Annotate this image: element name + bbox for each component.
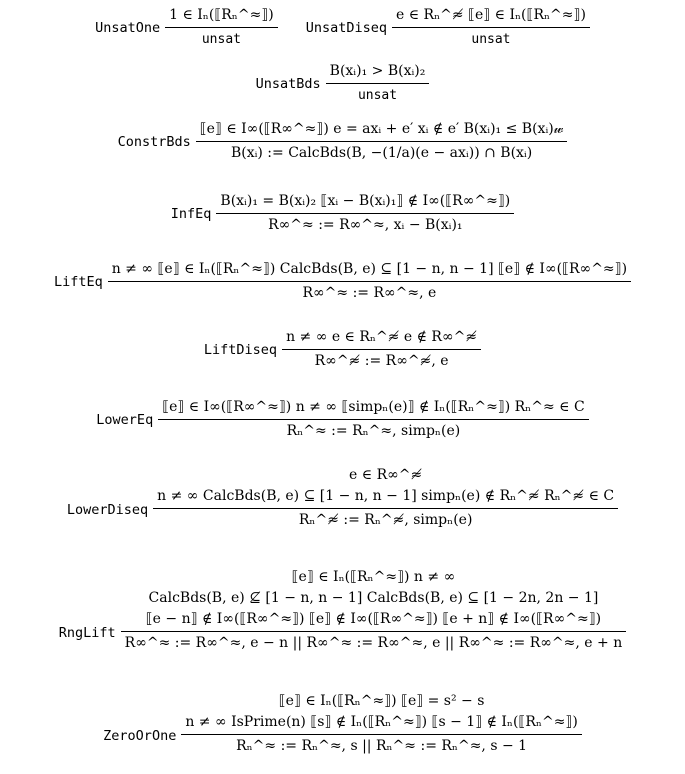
conclusion: Rₙ^≈ := Rₙ^≈, simpₙ(e) xyxy=(158,419,588,441)
inference-fraction xyxy=(121,568,627,653)
inference-fraction xyxy=(392,6,590,49)
conclusion: Rₙ^≈ := Rₙ^≈, s || Rₙ^≈ := Rₙ^≈, s − 1 xyxy=(181,734,582,756)
premise: ⟦e⟧ ∈ Iₙ(⟦Rₙ^≈⟧) ⟦e⟧ = s² − s xyxy=(278,693,485,709)
rule-zeroorone xyxy=(0,692,685,756)
premise: ⟦e⟧ ∈ I∞(⟦R∞^≈⟧) e = axᵢ + e′ xᵢ ∉ e′ B(xᵢ)₁ ≤ B(xᵢ)𝓌 xyxy=(199,121,564,137)
rule-label: UnsatBds xyxy=(255,75,321,92)
rule-label: LiftDiseq xyxy=(203,341,278,358)
rule-label: UnsatOne xyxy=(95,19,161,36)
rule-lowerdiseq xyxy=(0,466,685,530)
rule-rnglift xyxy=(0,568,685,653)
inference-fraction xyxy=(196,120,568,163)
inference-fraction xyxy=(108,260,631,303)
premise: n ≠ ∞ ⟦e⟧ ∈ Iₙ(⟦Rₙ^≈⟧) CalcBds(B, e) ⊆ [1 − n, n − 1] ⟦e⟧ ∉ I∞(⟦R∞^≈⟧) xyxy=(111,261,628,277)
inference-fraction xyxy=(216,192,514,235)
inference-fraction xyxy=(153,466,618,530)
conclusion: R∞^≉ := R∞^≉, e xyxy=(282,349,481,371)
premise: ⟦e⟧ ∈ Iₙ(⟦Rₙ^≈⟧) n ≠ ∞ xyxy=(291,569,456,585)
rule-label: LiftEq xyxy=(53,273,103,290)
premise: n ≠ ∞ IsPrime(n) ⟦s⟧ ∉ Iₙ(⟦Rₙ^≈⟧) ⟦s − 1⟧ ∉ Iₙ(⟦Rₙ^≈⟧) xyxy=(185,714,578,730)
inference-fraction xyxy=(181,692,582,756)
rule-lifteq xyxy=(0,260,685,303)
premise: ⟦e⟧ ∈ I∞(⟦R∞^≈⟧) n ≠ ∞ ⟦simpₙ(e)⟧ ∉ Iₙ(⟦Rₙ^≈⟧) Rₙ^≈ ∈ C xyxy=(162,399,585,415)
inference-fraction xyxy=(165,6,278,49)
rule-label: UnsatDiseq xyxy=(305,19,387,36)
conclusion: R∞^≈ := R∞^≈, e xyxy=(108,281,631,303)
premise: n ≠ ∞ e ∈ Rₙ^≉ e ∉ R∞^≉ xyxy=(286,329,478,345)
inference-fraction xyxy=(326,62,430,105)
conclusion: unsat xyxy=(165,27,278,49)
premise: B(xᵢ)₁ > B(xᵢ)₂ xyxy=(329,63,426,79)
premise: CalcBds(B, e) ⊈ [1 − n, n − 1] CalcBds(B, e) ⊆ [1 − 2n, 2n − 1] xyxy=(148,590,599,606)
conclusion: R∞^≈ := R∞^≈, xᵢ − B(xᵢ)₁ xyxy=(216,213,514,235)
conclusion: unsat xyxy=(392,27,590,49)
rule-label: InfEq xyxy=(170,205,212,222)
premise: e ∈ R∞^≉ xyxy=(349,467,423,483)
premise: 1 ∈ Iₙ(⟦Rₙ^≈⟧) xyxy=(169,7,274,23)
rule-unsatbds xyxy=(0,62,685,105)
rule-label: LowerEq xyxy=(96,411,154,428)
rule-label: LowerDiseq xyxy=(66,502,149,518)
premise: n ≠ ∞ CalcBds(B, e) ⊆ [1 − n, n − 1] simpₙ(e) ∉ Rₙ^≉ Rₙ^≉ ∈ C xyxy=(157,488,615,504)
rule-label: ZeroOrOne xyxy=(103,728,177,744)
rule-label: RngLift xyxy=(58,625,116,641)
premise: e ∈ Rₙ^≉ ⟦e⟧ ∈ Iₙ(⟦Rₙ^≈⟧) xyxy=(396,7,586,23)
conclusion: B(xᵢ) := CalcBds(B, −(1/a)(e − axᵢ)) ∩ B(xᵢ) xyxy=(196,141,568,163)
premise: B(xᵢ)₁ = B(xᵢ)₂ ⟦xᵢ − B(xᵢ)₁⟧ ∉ I∞(⟦R∞^≈⟧) xyxy=(220,193,511,209)
conclusion: R∞^≈ := R∞^≈, e − n || R∞^≈ := R∞^≈, e || R∞^≈ := R∞^≈, e + n xyxy=(121,631,627,653)
inference-fraction xyxy=(282,328,481,371)
inference-fraction xyxy=(158,398,588,441)
premise: ⟦e − n⟧ ∉ I∞(⟦R∞^≈⟧) ⟦e⟧ ∉ I∞(⟦R∞^≈⟧) ⟦e + n⟧ ∉ I∞(⟦R∞^≈⟧) xyxy=(145,611,602,627)
conclusion: unsat xyxy=(326,83,430,105)
conclusion: Rₙ^≉ := Rₙ^≉, simpₙ(e) xyxy=(153,508,618,530)
rule-label: ConstrBds xyxy=(117,133,191,150)
rule-infeq xyxy=(0,192,685,235)
rule-row-1 xyxy=(0,6,685,49)
rule-constrbds xyxy=(0,120,685,163)
rule-liftdiseq xyxy=(0,328,685,371)
rule-lowereq xyxy=(0,398,685,441)
